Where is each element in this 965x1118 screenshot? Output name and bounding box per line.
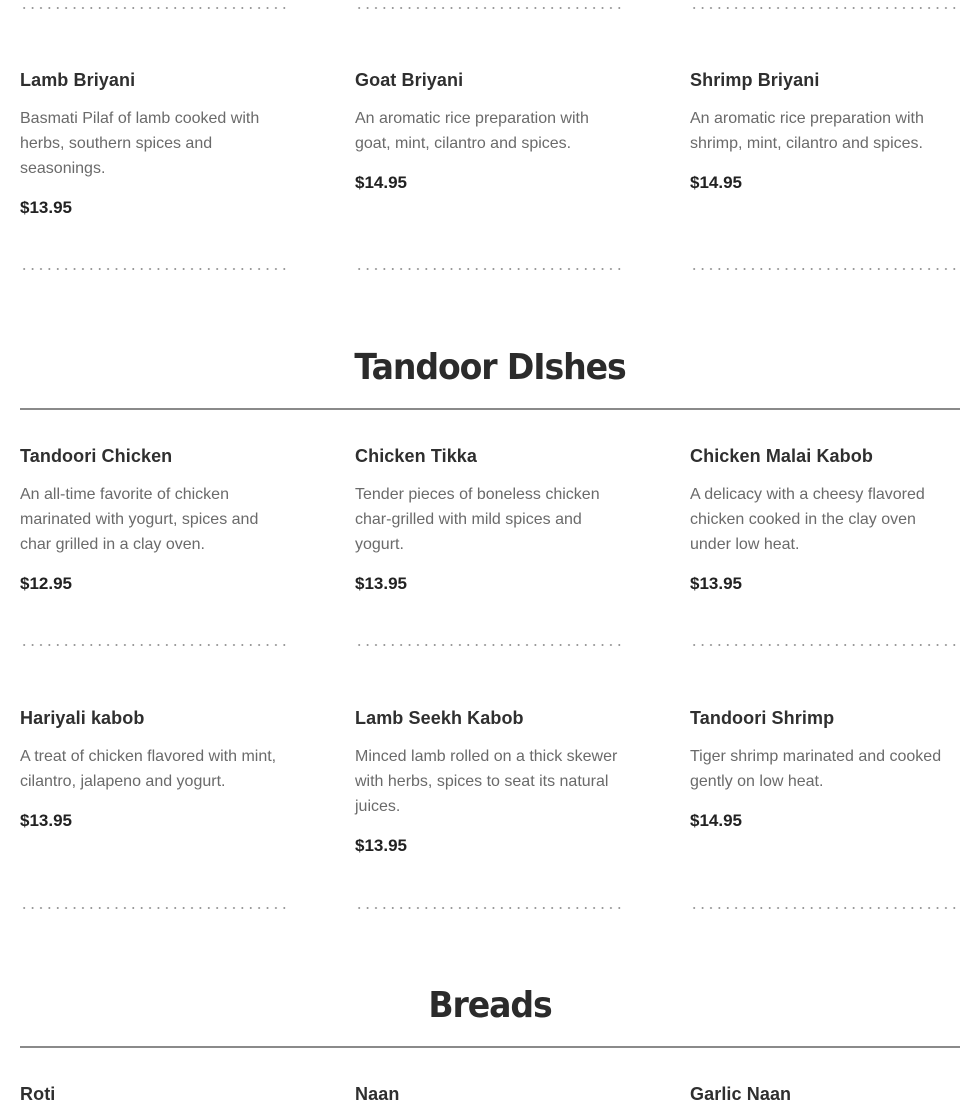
menu-divider-row xyxy=(20,7,960,9)
menu-divider-row xyxy=(20,907,960,909)
dotted-divider xyxy=(690,268,958,270)
menu-item-garlic-naan xyxy=(690,1083,958,1105)
menu-item-description: Tender pieces of boneless chicken char-grilled with mild spices and yogurt. xyxy=(355,486,600,553)
menu-item-description: An aromatic rice preparation with goat, mint, cilantro and spices. xyxy=(355,110,589,152)
menu-item-name: Shrimp Briyani xyxy=(690,70,820,90)
menu-item-name: Lamb Briyani xyxy=(20,70,136,90)
menu-item-description: An aromatic rice preparation with shrimp, mint, cilantro and spices. xyxy=(690,110,924,152)
dotted-divider xyxy=(355,268,623,270)
menu-item-name: Chicken Tikka xyxy=(355,446,478,466)
section-rule xyxy=(20,1046,960,1048)
menu-divider-row xyxy=(20,644,960,646)
dotted-divider xyxy=(690,644,958,646)
menu-item-name: Roti xyxy=(20,1084,56,1104)
menu-item-price: $12.95 xyxy=(20,574,72,593)
section-title-breads: Breads xyxy=(428,985,552,1026)
menu-item-description: Tiger shrimp marinated and cooked gently on low heat. xyxy=(690,748,942,790)
menu-item-description: Basmati Pilaf of lamb cooked with herbs, southern spices and seasonings. xyxy=(20,110,260,177)
dotted-divider xyxy=(690,907,958,909)
menu-item-naan xyxy=(355,1083,623,1105)
menu-item-description: An all-time favorite of chicken marinated with yogurt, spices and char grilled in a clay oven. xyxy=(20,486,259,553)
menu-item-price: $13.95 xyxy=(690,574,742,593)
dotted-divider xyxy=(355,644,623,646)
dotted-divider xyxy=(20,7,288,9)
menu-item-description: A treat of chicken flavored with mint, cilantro, jalapeno and yogurt. xyxy=(20,748,277,790)
menu-divider-row xyxy=(20,268,960,270)
menu-item-shrimp-briyani xyxy=(690,69,958,194)
menu-item-name: Tandoori Shrimp xyxy=(690,708,835,728)
menu-item-name: Tandoori Chicken xyxy=(20,446,173,466)
menu-item-lamb-briyani xyxy=(20,69,288,219)
dotted-divider xyxy=(20,907,288,909)
menu-item-hariyali-kabob xyxy=(20,707,288,832)
menu-item-name: Hariyali kabob xyxy=(20,708,145,728)
menu-item-chicken-malai-kabob xyxy=(690,445,958,595)
menu-item-name: Naan xyxy=(355,1084,400,1104)
menu-item-price: $14.95 xyxy=(355,173,407,192)
menu-item-chicken-tikka xyxy=(355,445,623,595)
menu-item-price: $13.95 xyxy=(20,198,72,217)
dotted-divider xyxy=(355,907,623,909)
menu-item-price: $14.95 xyxy=(690,811,742,830)
menu-item-price: $13.95 xyxy=(20,811,72,830)
menu-item-name: Goat Briyani xyxy=(355,70,464,90)
dotted-divider xyxy=(20,644,288,646)
menu-item-tandoori-shrimp xyxy=(690,707,958,832)
dotted-divider xyxy=(690,7,958,9)
menu-item-price: $13.95 xyxy=(355,836,407,855)
menu-item-roti xyxy=(20,1083,288,1105)
section-rule xyxy=(20,408,960,410)
section-title-tandoor: Tandoor DIshes xyxy=(354,347,626,388)
menu-item-lamb-seekh-kabob xyxy=(355,707,623,857)
menu-item-tandoori-chicken xyxy=(20,445,288,595)
menu-item-description: A delicacy with a cheesy flavored chicken cooked in the clay oven under low heat. xyxy=(690,486,925,553)
menu-item-description: Minced lamb rolled on a thick skewer with herbs, spices to seat its natural juices. xyxy=(355,748,618,815)
menu-item-price: $14.95 xyxy=(690,173,742,192)
menu-item-name: Garlic Naan xyxy=(690,1084,792,1104)
menu-item-goat-briyani xyxy=(355,69,623,194)
menu-item-name: Chicken Malai Kabob xyxy=(690,446,873,466)
dotted-divider xyxy=(20,268,288,270)
menu-item-price: $13.95 xyxy=(355,574,407,593)
dotted-divider xyxy=(355,7,623,9)
menu-item-name: Lamb Seekh Kabob xyxy=(355,708,524,728)
